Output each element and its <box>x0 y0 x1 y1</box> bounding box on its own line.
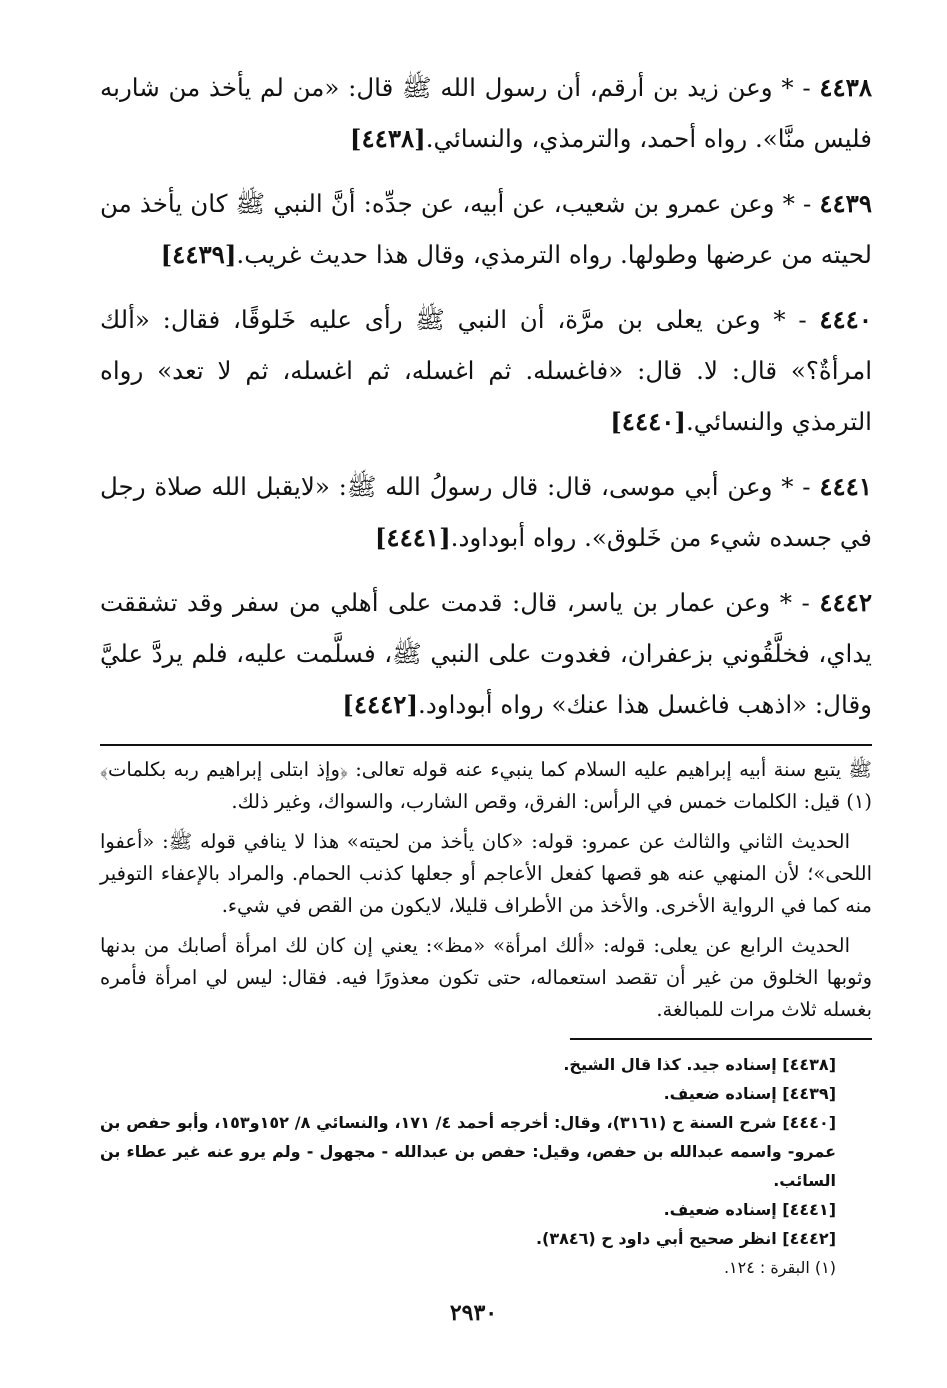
commentary-divider <box>100 744 872 746</box>
hadith-4441 <box>100 461 872 563</box>
commentary-paragraph: ﷺ يتبع سنة أبيه إبراهيم عليه السلام كما ينبيء عنه قوله تعالى: ﴿وإذ ابتلى إبراهيم ربه بكلمات﴾(١) قيل: الكلمات خمس في الرأس: الفرق، وقص الشارب، والسواك، وغير ذلك. <box>100 758 872 813</box>
hadith-4442 <box>100 577 872 730</box>
hadith-text: - * وعن عمار بن ياسر، قال: قدمت على أهلي من سفر وقد تشققت يداي، فخلَّقُوني بزعفران، فغدوت على النبي ﷺ، فسلَّمت عليه، فلم يردَّ عليَّ وقال: «اذهب فاغسل هذا عنك» رواه أبوداود. <box>100 588 872 719</box>
hadith-number: ٤٤٤٠ <box>819 305 872 334</box>
hadith-reference: [٤٤٤٢] <box>342 690 419 719</box>
hadith-text: - * وعن زيد بن أرقم، أن رسول الله ﷺ قال: «من لم يأخذ من شاربه فليس منَّا». رواه أحمد، والترمذي، والنسائي. <box>100 73 872 153</box>
hadith-reference: [٤٤٤١] <box>374 523 451 552</box>
commentary-paragraph: الحديث الرابع عن يعلى: قوله: «ألك امرأة» «مظ»: يعني إن كان لك امرأة أصابك من بدنها وثوبها الخلوق من غير أن تقصد استعماله، حتى تكون معذورًا فيه. فقال: ليس لي امرأة فأمره بغسله ثلاث مرات للمبالغة. <box>100 934 872 1021</box>
hadith-text: - * وعن أبي موسى، قال: قال رسولُ الله ﷺ: «لايقبل الله صلاة رجل في جسده شيء من خَلوق». رواه أبوداود. <box>100 472 872 552</box>
footnote: [٤٤٣٨] إسناده جيد. كذا قال الشيخ. <box>563 1055 836 1074</box>
hadith-number: ٤٤٤١ <box>819 472 872 501</box>
page-number: ٢٩٣٠ <box>449 1300 498 1326</box>
hadith-number: ٤٤٣٩ <box>819 189 872 218</box>
hadith-list <box>100 62 872 730</box>
hadith-text: - * وعن يعلى بن مرَّة، أن النبي ﷺ رأى عليه خَلوقًا، فقال: «ألك امرأةٌ؟» قال: لا. قال: «فاغسله. ثم اغسله، ثم اغسله، ثم لا تعد» رواه الترمذي والنسائي. <box>100 305 872 436</box>
hadith-4439 <box>100 178 872 280</box>
footnote: [٤٤٤١] إسناده ضعيف. <box>663 1200 836 1219</box>
hadith-reference: [٤٤٣٩] <box>160 240 237 269</box>
hadith-text: - * وعن عمرو بن شعيب، عن أبيه، عن جدِّه: أنَّ النبي ﷺ كان يأخذ من لحيته من عرضها وطولها. رواه الترمذي، وقال هذا حديث غريب. <box>100 189 872 269</box>
footnote: [٤٤٣٩] إسناده ضعيف. <box>663 1084 836 1103</box>
hadith-reference: [٤٤٤٠] <box>610 407 687 436</box>
commentary-section <box>100 754 872 1026</box>
footnote-divider <box>570 1038 872 1040</box>
footnote: (١) البقرة : ١٢٤. <box>723 1258 836 1277</box>
footnote: [٤٤٤٢] انظر صحيح أبي داود ح (٣٨٤٦). <box>535 1229 836 1248</box>
hadith-number: ٤٤٣٨ <box>819 73 872 102</box>
hadith-reference: [٤٤٣٨] <box>349 124 426 153</box>
hadith-4440 <box>100 294 872 447</box>
footnote: [٤٤٤٠] شرح السنة ح (٣١٦١)، وقال: أخرجه أحمد ٤/ ١٧١، والنسائي ٨/ ١٥٢و١٥٣، وأبو حفص بن عمرو- واسمه عبدالله بن حفص، وقيل: حفص بن عبدالله - مجهول - ولم يرو عنه غير عطاء بن السائب. <box>100 1113 837 1190</box>
commentary-paragraph: الحديث الثاني والثالث عن عمرو: قوله: «كان يأخذ من لحيته» هذا لا ينافي قوله ﷺ: «أعفوا اللحى»؛ لأن المنهي عنه هو قصها كفعل الأعاجم أو جعلها كذنب الحمام. والمراد بالإعفاء التوفير منه كما في الرواية الأخرى. والأخذ من الأطراف قليلا، لايكون من القص في شيء. <box>100 830 872 917</box>
hadith-4438 <box>100 62 872 164</box>
hadith-number: ٤٤٤٢ <box>819 588 872 617</box>
page-body <box>100 62 872 1388</box>
footnotes-section <box>100 1050 872 1282</box>
